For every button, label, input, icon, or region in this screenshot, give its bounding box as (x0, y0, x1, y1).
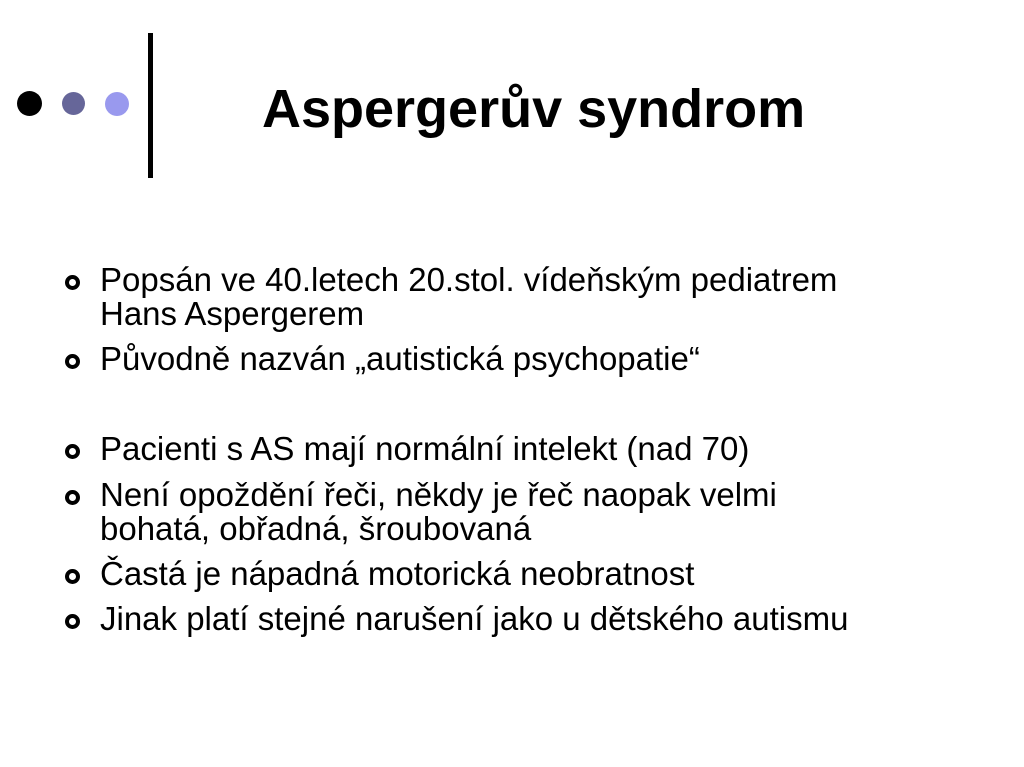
title-divider-line (148, 33, 153, 178)
bullet-ring-icon (65, 490, 80, 505)
bullet-ring-icon (65, 354, 80, 369)
bullet-text: Pacienti s AS mají normální intelekt (nad 70) (100, 430, 750, 467)
bullet-text: Není opoždění řeči, někdy je řeč naopak velmi bohatá, obřadná, šroubovaná (100, 476, 777, 547)
bullet-ring-icon (65, 275, 80, 290)
decorative-dot-slate-icon (62, 92, 85, 115)
bullet-text: Jinak platí stejné narušení jako u dětského autismu (100, 600, 849, 637)
bullet-ring-icon (65, 444, 80, 459)
decorative-dot-black-icon (17, 91, 42, 116)
bullet-text: Častá je nápadná motorická neobratnost (100, 555, 695, 592)
bullet-text: Původně nazván „autistická psychopatie“ (100, 340, 700, 377)
bullet-ring-icon (65, 614, 80, 629)
bullet-text: Popsán ve 40.letech 20.stol. vídeňským pediatrem Hans Aspergerem (100, 261, 838, 332)
decorative-dot-lavender-icon (105, 92, 129, 116)
slide-title: Aspergerův syndrom (262, 79, 806, 139)
bullet-ring-icon (65, 569, 80, 584)
